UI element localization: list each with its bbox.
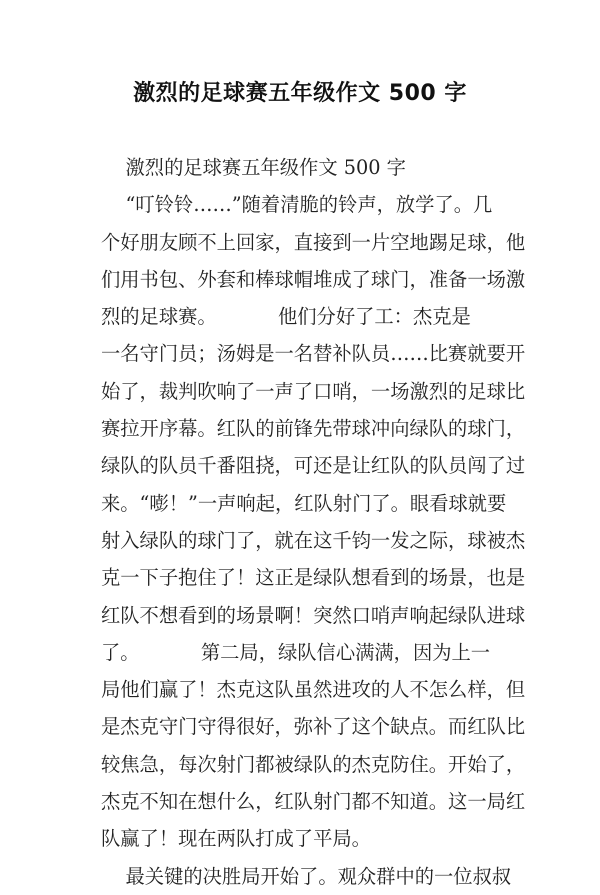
document-body <box>101 149 526 895</box>
text-line: 始了，裁判吹响了一声了口哨，一场激烈的足球比 <box>101 379 526 403</box>
text-line: 烈的足球赛。 他们分好了工：杰克是 <box>101 305 471 329</box>
text-line: 激烈的足球赛五年级作文 500 字 <box>101 156 406 179</box>
text-line: 队赢了！现在两队打成了平局。 <box>101 827 371 851</box>
document-title: 激烈的足球赛五年级作文 500 字 <box>133 81 467 106</box>
text-line: “叮铃铃……”随着清脆的铃声，放学了。几 <box>101 193 493 217</box>
text-line: 最关键的决胜局开始了。观众群中的一位叔叔 <box>101 864 512 888</box>
text-line: 较焦急，每次射门都被绿队的杰克防住。开始了， <box>101 752 526 776</box>
text-line: 个好朋友顾不上回家，直接到一片空地踢足球，他 <box>101 230 526 254</box>
text-line: 绿队的队员千番阻挠，可还是让红队的队员闯了过 <box>101 454 526 478</box>
text-line: 红队不想看到的场景啊！突然口哨声响起绿队进球 <box>101 603 526 627</box>
text-line: 射入绿队的球门了，就在这千钧一发之际，球被杰 <box>101 528 526 552</box>
text-line: 局他们赢了！杰克这队虽然进攻的人不怎么样，但 <box>101 678 526 702</box>
text-line: 了。 第二局，绿队信心满满，因为上一 <box>101 640 491 664</box>
text-line: 是杰克守门守得很好，弥补了这个缺点。而红队比 <box>101 715 526 739</box>
text-line: 杰克不知在想什么，红队射门都不知道。这一局红 <box>101 790 526 814</box>
text-line: 一名守门员；汤姆是一名替补队员……比赛就要开 <box>101 342 526 366</box>
text-line: 赛拉开序幕。红队的前锋先带球冲向绿队的球门， <box>101 417 526 441</box>
text-line: 们用书包、外套和棒球帽堆成了球门，准备一场激 <box>101 267 526 291</box>
text-line: 来。“嘭！”一声响起，红队射门了。眼看球就要 <box>101 491 507 515</box>
text-line: 克一下子抱住了！这正是绿队想看到的场景，也是 <box>101 566 526 590</box>
